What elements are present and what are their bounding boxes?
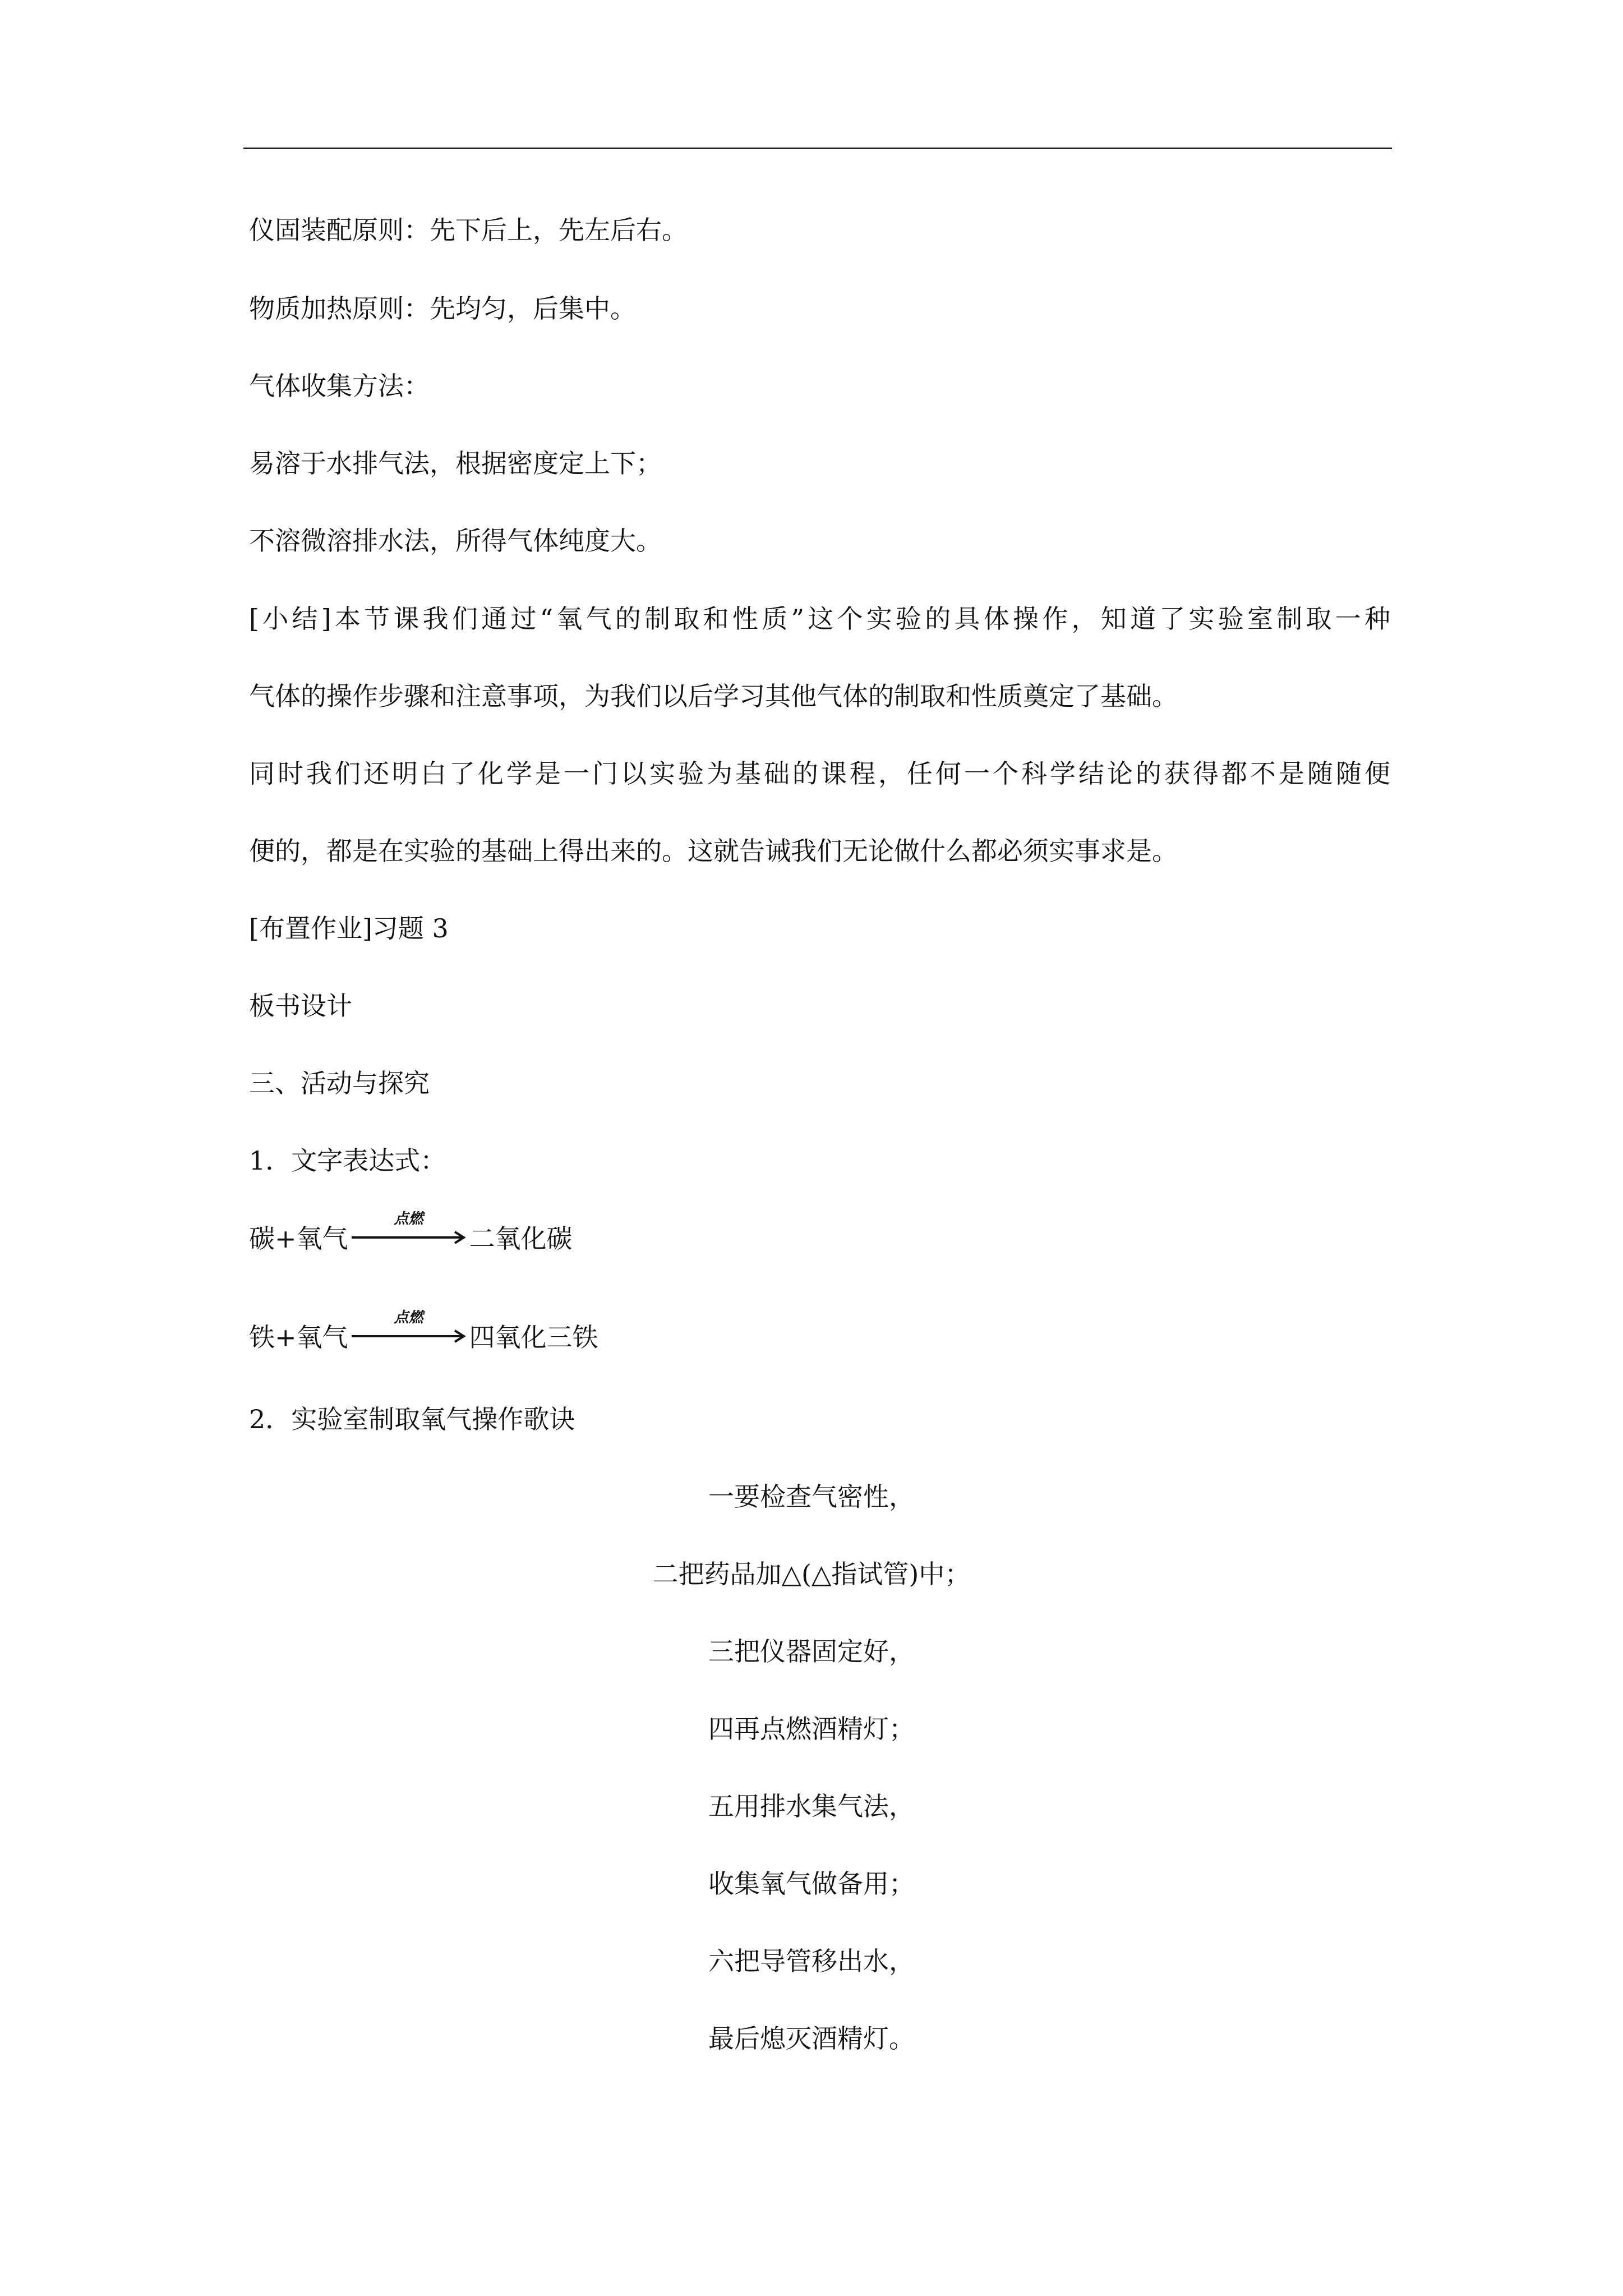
item-2-title: 2．实验室制取氧气操作歌诀 (249, 1404, 575, 1434)
header-rule (243, 148, 1392, 149)
summary-line-1: [小结]本节课我们通过“氧气的制取和性质”这个实验的具体操作，知道了实验室制取一种 (249, 604, 1391, 634)
equation-product: 二氧化碳 (469, 1223, 573, 1254)
reaction-arrow-icon (351, 1309, 467, 1354)
verse-line: 一要检查气密性， (708, 1481, 915, 1512)
verse-line: 五用排水集气法， (708, 1791, 915, 1821)
homework: [布置作业]习题 3 (249, 913, 449, 944)
paragraph-gas-collection-title: 气体收集方法： (249, 371, 430, 401)
equation-reactants: 碳+氧气 (249, 1223, 348, 1254)
summary-line-2: 气体的操作步骤和注意事项，为我们以后学习其他气体的制取和性质奠定了基础。 (249, 681, 1178, 711)
verse-line: 四再点燃酒精灯； (708, 1714, 915, 1744)
section-title: 三、活动与探究 (249, 1068, 430, 1098)
paragraph-heating-principle: 物质加热原则：先均匀，后集中。 (249, 293, 636, 324)
reaction-condition: 点燃 (394, 1211, 423, 1227)
verse-line: 二把药品加△(△指试管)中； (652, 1559, 971, 1589)
equation-reactants: 铁+氧气 (249, 1322, 348, 1352)
conclusion-line-1: 同时我们还明白了化学是一门以实验为基础的课程，任何一个科学结论的获得都不是随随便 (249, 758, 1391, 789)
reaction-condition: 点燃 (394, 1309, 423, 1326)
paragraph-soluble-gas: 易溶于水排气法，根据密度定上下； (249, 448, 662, 478)
verse-line: 三把仪器固定好， (708, 1636, 915, 1667)
verse-line: 收集氧气做备用； (708, 1869, 915, 1899)
paragraph-insoluble-gas: 不溶微溶排水法，所得气体纯度大。 (249, 526, 662, 556)
verse-line: 最后熄灭酒精灯。 (708, 2023, 915, 2054)
equation-product: 四氧化三铁 (469, 1322, 598, 1352)
reaction-arrow-icon (351, 1211, 467, 1255)
board-design-heading: 板书设计 (249, 991, 352, 1021)
verse-line: 六把导管移出水， (708, 1946, 915, 1976)
equation-carbon (249, 1211, 573, 1255)
item-1-title: 1．文字表达式： (249, 1145, 446, 1176)
equation-iron (249, 1309, 598, 1354)
paragraph-assembly-principle: 仪固装配原则：先下后上，先左后右。 (249, 215, 688, 245)
conclusion-line-2: 便的，都是在实验的基础上得出来的。这就告诫我们无论做什么都必须实事求是。 (249, 836, 1178, 866)
